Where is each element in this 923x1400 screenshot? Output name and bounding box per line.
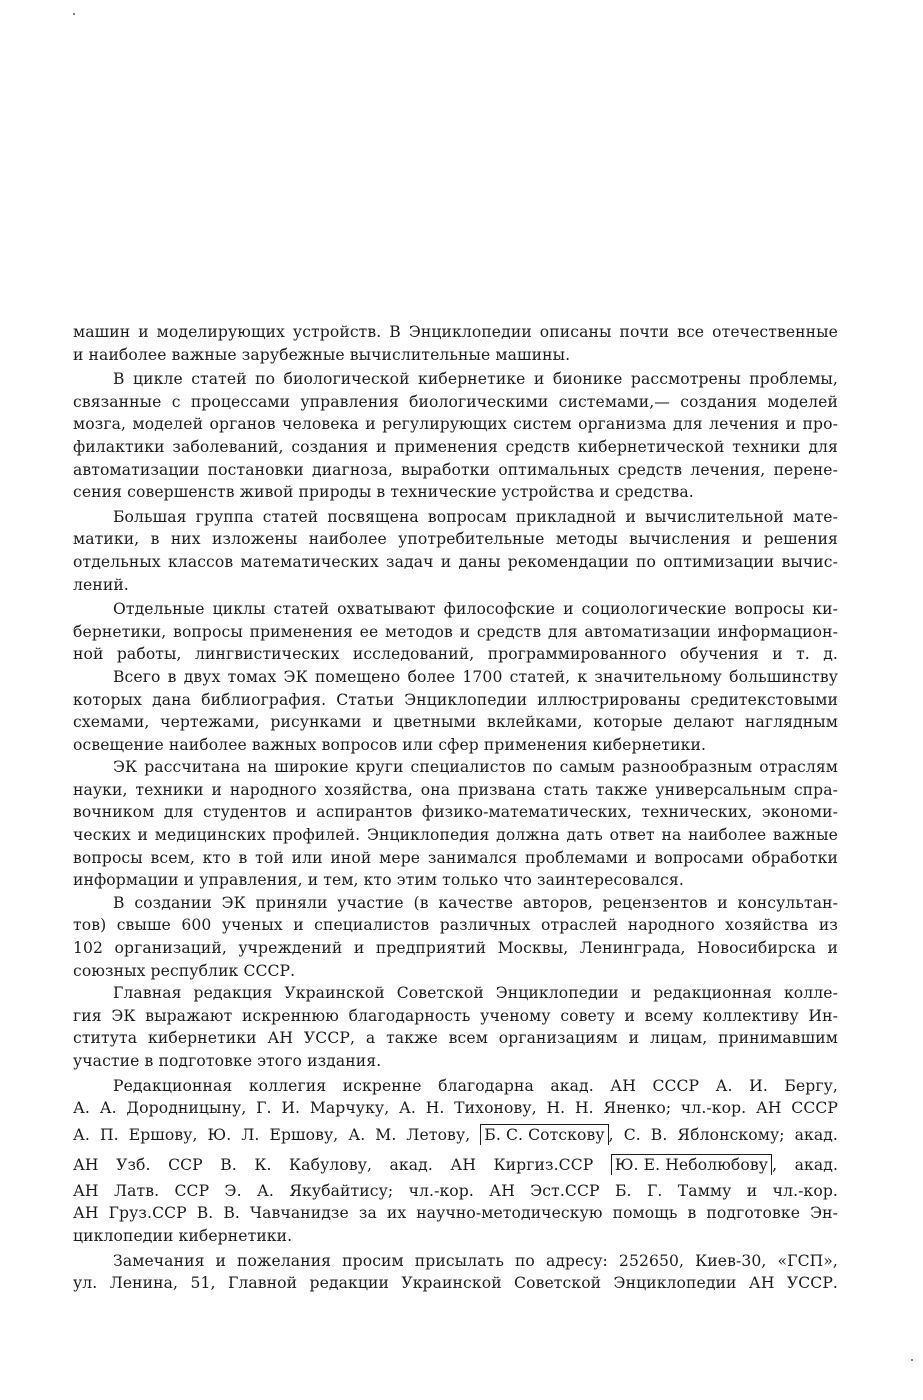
text-line: лений. bbox=[73, 575, 129, 594]
text-line: гия ЭК выражают искреннюю благодарность ученому совету и всему коллективу Ин- bbox=[73, 1006, 838, 1025]
text-line: Редакционная коллегия искренне благодарна акад. АН СССР А. И. Бергу, bbox=[113, 1076, 838, 1095]
scan-speck bbox=[911, 1359, 913, 1361]
text-line: вочником для студентов и аспирантов физико-математических, технических, экономи- bbox=[73, 803, 838, 822]
text-fragment: А. П. Ершову, Ю. Л. Ершову, А. М. Летову, bbox=[73, 1125, 471, 1144]
paragraph-volume-count bbox=[73, 666, 838, 756]
boxed-name: Б. С. Сотскову bbox=[480, 1124, 608, 1145]
text-line: матики, в них изложены наиболее употребительные методы вычисления и решения bbox=[73, 530, 838, 549]
text-line: сения совершенств живой природы в технические устройства и средства. bbox=[73, 483, 694, 502]
text-line: В цикле статей по биологической кибернетике и бионике рассмотрены проблемы, bbox=[113, 370, 838, 389]
paragraph-contributors bbox=[73, 892, 838, 982]
text-line: участие в подготовке этого издания. bbox=[73, 1052, 382, 1070]
text-line: Большая группа статей посвящена вопросам прикладной и вычислительной мате- bbox=[113, 507, 838, 526]
text-line: союзных республик СССР. bbox=[73, 961, 296, 980]
paragraph-philosophy bbox=[73, 598, 838, 666]
text-line: информации и управления, и тем, кто этим только что заинтересовался. bbox=[73, 871, 684, 890]
paragraph-audience bbox=[73, 756, 838, 892]
text-line: автоматизации постановки диагноза, выработки оптимальных средств лечения, перене- bbox=[73, 460, 838, 479]
text-line: машин и моделирующих устройств. В Энциклопедии описаны почти все отечественные bbox=[73, 323, 838, 341]
scan-speck bbox=[73, 13, 75, 15]
boxed-name: Ю. Е. Неболюбову bbox=[611, 1154, 772, 1175]
text-line: АН Латв. ССР Э. А. Якубайтису; чл.-кор. АН Эст.ССР Б. Г. Тамму и чл.-кор. bbox=[73, 1181, 838, 1200]
text-line-with-boxed-name bbox=[73, 1120, 838, 1150]
text-line: Всего в двух томах ЭК помещено более 1700 статей, к значительному большинству bbox=[113, 667, 838, 686]
text-line: филактики заболеваний, создания и применения средств кибернетической техники для bbox=[73, 437, 838, 456]
paragraph-acknowledgements bbox=[73, 1075, 838, 1248]
text-line: Главная редакция Украинской Советской Энциклопедии и редакционная колле- bbox=[113, 984, 838, 1003]
text-line: 102 организаций, учреждений и предприятий Москвы, Ленинграда, Новосибирска и bbox=[73, 939, 838, 958]
text-line: освещение наиболее важных вопросов или сфер применения кибернетики. bbox=[73, 735, 707, 754]
text-line: ул. Ленина, 51, Главной редакции Украинской Советской Энциклопедии АН УССР. bbox=[73, 1274, 838, 1293]
text-line: В создании ЭК приняли участие (в качестве авторов, рецензентов и консультан- bbox=[113, 893, 838, 912]
text-line: вопросы всем, кто в той или иной мере занимался проблемами и вопросами обработки bbox=[73, 848, 838, 867]
text-line: Замечания и пожелания просим присылать по адресу: 252650, Киев-30, «ГСП», bbox=[113, 1251, 838, 1270]
text-line: бернетики, вопросы применения ее методов и средств для автоматизации информацион- bbox=[73, 622, 838, 641]
paragraph-mathematics bbox=[73, 506, 838, 596]
document-body bbox=[73, 321, 838, 1295]
text-line: отдельных классов математических задач и даны рекомендации по оптимизации вычис- bbox=[73, 552, 838, 571]
text-line: и наиболее важные зарубежные вычислительные машины. bbox=[73, 345, 571, 364]
text-line: которых дана библиография. Статьи Энциклопедии иллюстрированы средитекстовыми bbox=[73, 690, 838, 709]
text-line: А. А. Дородницыну, Г. И. Марчуку, А. Н. Тихонову, Н. Н. Яненко; чл.-кор. АН СССР bbox=[73, 1099, 838, 1118]
text-line-with-boxed-name bbox=[73, 1150, 838, 1180]
text-line: циклопедии кибернетики. bbox=[73, 1226, 293, 1245]
paragraph-gratitude bbox=[73, 982, 838, 1072]
text-line: связанные с процессами управления биологическими системами,— создания моделей bbox=[73, 392, 838, 411]
text-line: ЭК рассчитана на широкие круги специалистов по самым разнообразным отраслям bbox=[113, 758, 838, 777]
paragraph-biocybernetics bbox=[73, 368, 838, 504]
text-fragment: АН Узб. ССР В. К. Кабулову, акад. АН Киргиз.ССР bbox=[73, 1155, 594, 1174]
text-fragment: , акад. bbox=[772, 1155, 838, 1174]
text-line: тов) свыше 600 ученых и специалистов различных отраслей народного хозяйства из bbox=[73, 916, 838, 935]
text-fragment: , С. В. Яблонскому; акад. bbox=[608, 1125, 838, 1144]
text-line: ной работы, лингвистических исследований, программированного обучения и т. д. bbox=[73, 645, 838, 664]
paragraph-machines bbox=[73, 321, 838, 366]
text-line: науки, техники и народного хозяйства, она призвана стать также универсальным спра- bbox=[73, 780, 838, 799]
text-line: схемами, чертежами, рисунками и цветными вклейками, которые делают наглядным bbox=[73, 713, 838, 732]
text-line: ститута кибернетики АН УССР, а также всем организациям и лицам, принимавшим bbox=[73, 1029, 838, 1048]
text-line: мозга, моделей органов человека и регулирующих систем организма для лечения и про- bbox=[73, 415, 838, 434]
text-line: ческих и медицинских профилей. Энциклопедия должна дать ответ на наиболее важные bbox=[73, 826, 838, 845]
paragraph-address bbox=[73, 1250, 838, 1295]
text-line: Отдельные циклы статей охватывают философские и социологические вопросы ки- bbox=[113, 600, 838, 619]
text-line: АН Груз.ССР В. В. Чавчанидзе за их научно-методическую помощь в подготовке Эн- bbox=[73, 1204, 838, 1223]
